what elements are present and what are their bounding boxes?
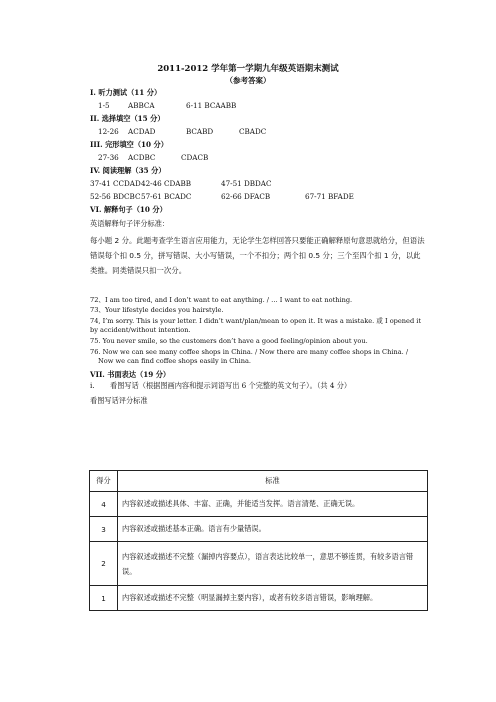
- translation-answer-74: 74, I’m sorry. This is your letter. I didn’t want/plan/mean to open it. It was a mistake. 或 I opened it by accident/without intention.: [90, 317, 422, 334]
- scoring-table: [89, 470, 428, 611]
- translation-answer-72: 72、I am too tired, and I don’t want to eat anything. / … I want to eat nothing.: [90, 296, 353, 304]
- table-header-score: 得分: [90, 471, 118, 492]
- section-heading-multiple-choice: II. 选择填空（15 分）: [90, 114, 165, 123]
- answer-row: 52-56 BDCBC57-61 BCADC 62-66 DFACB 67-71 BFADE: [90, 192, 354, 201]
- section-heading-writing: VII. 书面表达（19 分）: [90, 370, 171, 379]
- section-heading-reading: IV. 阅读理解（35 分）: [90, 166, 166, 175]
- answer-row: 37-41 CCDAD42-46 CDABB 47-51 DBDAC: [90, 179, 272, 188]
- answer-row: 27-36 ACDBC CDACB: [98, 153, 209, 162]
- scoring-criteria-paragraph: 每小题 2 分。此题考查学生语言应用能力，无论学生怎样回答只要能正确解释原句意思就给分，但语法错误每个扣 0.5 分，拼写错误、大小写错误，一个不扣分；两个扣 0.5 分；三个至四个扣 1 分，以此类推。同类错误只扣一次分。: [90, 236, 425, 275]
- answer-row: 12-26 ACDAD BCABD CBADC: [98, 127, 267, 136]
- section-heading-translation: VI. 解释句子（10 分）: [90, 205, 167, 214]
- answer-row: 1-5 ABBCA 6-11 BCAABB: [98, 101, 237, 110]
- section-heading-listening: I. 听力测试（11 分）: [90, 88, 162, 97]
- table-row: 2 内容叙述或描述不完整（漏掉内容要点），语言表达比较单一，意思不够连贯，有较多语言错误。: [90, 542, 428, 586]
- table-row: 3 内容叙述或描述基本正确。语言有少量错误。: [90, 517, 428, 542]
- translation-answer-75: 75. You never smile, so the customers don’t have a good feeling/opinion about you.: [90, 337, 368, 345]
- table-header-row: [90, 471, 428, 492]
- table-row: 4 内容叙述或描述具体、丰富、正确，并能适当发挥。语言清楚、正确无误。: [90, 492, 428, 517]
- section-heading-cloze: III. 完形填空（10 分）: [90, 140, 168, 149]
- table-header-criteria: 标准: [118, 471, 428, 492]
- scoring-criteria-label: 英语解释句子评分标准：: [90, 219, 170, 228]
- translation-answer-73: 73、Your lifestyle decides you hairstyle.: [90, 306, 224, 314]
- document-title: 2011-2012 学年第一学期九年级英语期末测试: [157, 64, 339, 74]
- picture-writing-criteria-label: 看图写话评分标准: [90, 396, 148, 405]
- document-subtitle: （参考答案）: [225, 76, 271, 85]
- table-row: 1 内容叙述或描述不完整（明显漏掉主要内容），或者有较多语言错误，影响理解。: [90, 586, 428, 611]
- translation-answer-76: 76. Now we can see many coffee shops in China. / Now there are many coffee shops in China. / Now we can find coffee shops easily in China.: [90, 348, 409, 365]
- writing-item: i. 看图写话（根据图画内容和提示词语写出 6 个完整的英文句子）。（共 4 分）: [90, 381, 352, 390]
